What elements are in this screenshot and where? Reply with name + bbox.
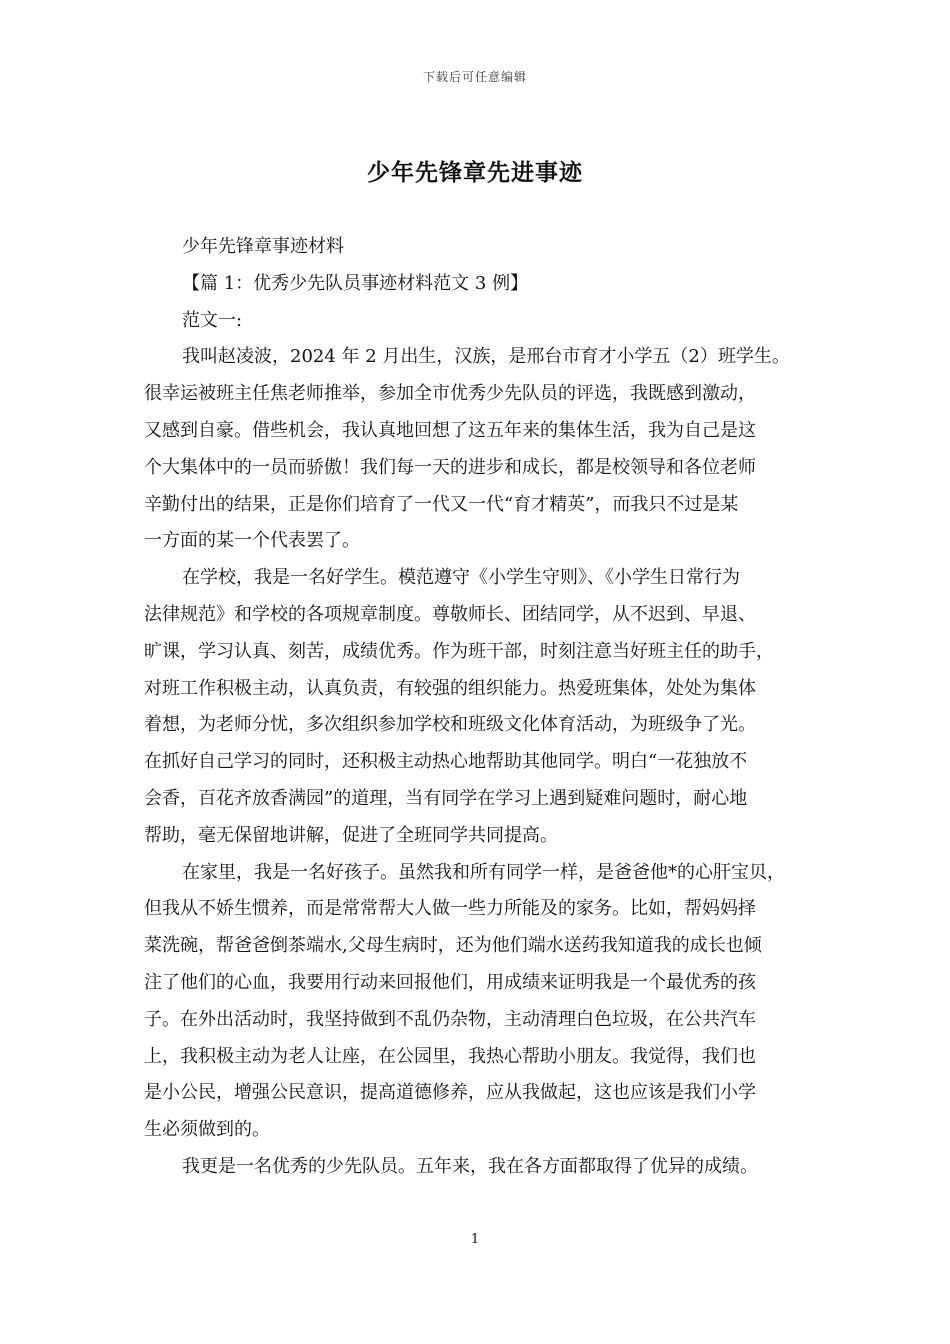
paragraph-line: 生必须做到的。 — [144, 1119, 270, 1141]
paragraph-line: 注了他们的心血，我要用行动来回报他们，用成绩来证明我是一个最优秀的孩 — [144, 971, 756, 993]
paragraph-line: 一方面的某一个代表罢了。 — [144, 530, 360, 552]
example-label: 范文一: — [182, 309, 243, 331]
document-body — [144, 229, 808, 1186]
document-title: 少年先锋章先进事迹 — [367, 159, 583, 186]
paragraph-line: 着想，为老师分忧，多次组织参加学校和班级文化体育活动，为班级争了光。 — [144, 714, 756, 736]
paragraph-line: 上，我积极主动为老人让座，在公园里，我热心帮助小朋友。我觉得，我们也 — [144, 1045, 756, 1067]
paragraph-line: 很幸运被班主任焦老师推举，参加全市优秀少先队员的评选，我既感到激动， — [144, 383, 756, 405]
paragraph-1 — [144, 339, 808, 560]
paragraph-line: 旷课，学习认真、刻苦，成绩优秀。作为班干部，时刻注意当好班主任的助手， — [144, 640, 774, 662]
paragraph-line: 会香，百花齐放香满园”的道理，当有同学在学习上遇到疑难问题时，耐心地 — [144, 787, 748, 809]
paragraph-line: 又感到自豪。借些机会，我认真地回想了这五年来的集体生活，我为自己是这 — [144, 419, 756, 441]
paragraph-line: 在家里，我是一名好孩子。虽然我和所有同学一样，是爸爸他*的心肝宝贝， — [182, 861, 785, 883]
paragraph-line: 个大集体中的一员而骄傲！我们每一天的进步和成长，都是校领导和各位老师 — [144, 456, 756, 478]
page-number: 1 — [470, 1232, 480, 1247]
paragraph-line: 帮助，毫无保留地讲解，促进了全班同学共同提高。 — [144, 824, 558, 846]
section-heading: 【篇 1：优秀少先队员事迹材料范文 3 例】 — [182, 272, 529, 294]
paragraph-line: 在学校，我是一名好学生。模范遵守《小学生守则》、《小学生日常行为 — [182, 567, 740, 589]
paragraph-line: 我更是一名优秀的少先队员。五年来，我在各方面都取得了优异的成绩。 — [182, 1155, 758, 1177]
page-header: 下载后可任意编辑 — [422, 70, 527, 84]
subtitle: 少年先锋章事迹材料 — [182, 236, 344, 257]
paragraph-line: 辛勤付出的结果，正是你们培育了一代又一代“育才精英”，而我只不过是某 — [144, 493, 739, 515]
paragraph-line: 我叫赵凌波，2024 年 2 月出生，汉族，是邢台市育才小学五（2）班学生。 — [182, 346, 790, 368]
paragraph-line: 子。在外出活动时，我坚持做到不乱仍杂物，主动清理白色垃圾，在公共汽车 — [144, 1008, 756, 1030]
paragraph-3 — [144, 855, 808, 1149]
paragraph-line: 法律规范》和学校的各项规章制度。尊敬师长、团结同学，从不迟到、早退、 — [144, 603, 756, 625]
paragraph-line: 对班工作积极主动，认真负责，有较强的组织能力。热爱班集体，处处为集体 — [144, 677, 756, 699]
paragraph-line: 菜洗碗，帮爸爸倒茶端水,父母生病时，还为他们端水送药我知道我的成长也倾 — [144, 935, 762, 957]
paragraph-4 — [144, 1149, 808, 1186]
paragraph-line: 在抓好自己学习的同时，还积极主动热心地帮助其他同学。明白“一花独放不 — [144, 751, 748, 773]
paragraph-line: 是小公民，增强公民意识，提高道德修养，应从我做起，这也应该是我们小学 — [144, 1082, 756, 1104]
paragraph-line: 但我从不娇生惯养，而是常常帮大人做一些力所能及的家务。比如，帮妈妈择 — [144, 898, 756, 920]
paragraph-2 — [144, 560, 808, 854]
